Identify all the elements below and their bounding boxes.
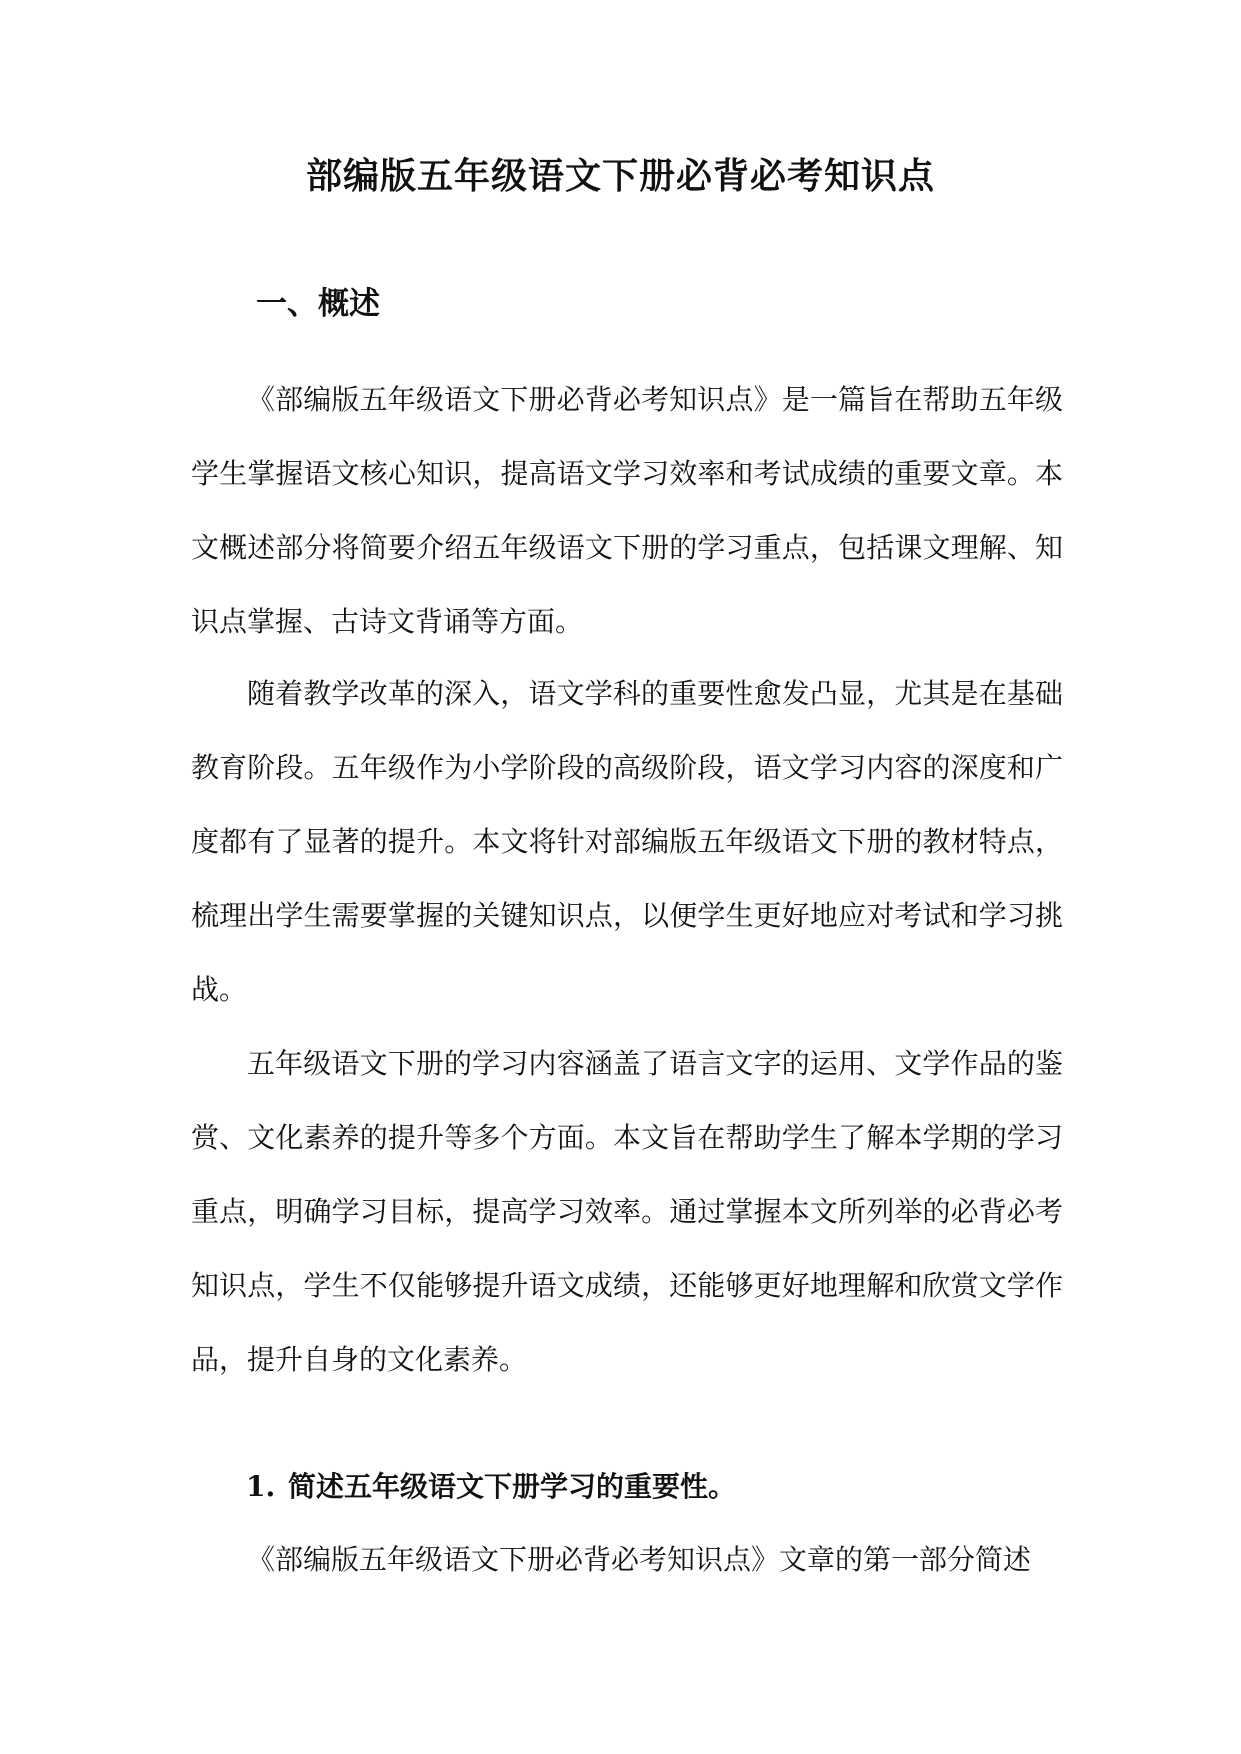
paragraph-reform: 随着教学改革的深入，语文学科的重要性愈发凸显，尤其是在基础教育阶段。五年级作为小学阶段的高级阶段，语文学习内容的深度和广度都有了显著的提升。本文将针对部编版五年级语文下册的教材特点，梳理出学生需要掌握的关键知识点，以便学生更好地应对考试和学习挑战。 xyxy=(191,677,1063,1006)
paragraph-content: 五年级语文下册的学习内容涵盖了语言文字的运用、文学作品的鉴赏、文化素养的提升等多个方面。本文旨在帮助学生了解本学期的学习重点，明确学习目标，提高学习效率。通过掌握本文所列举的必背必考知识点，学生不仅能够提升语文成绩，还能够更好地理解和欣赏文学作品，提升自身的文化素养。 xyxy=(191,1047,1063,1376)
subsection-number: 1. xyxy=(246,1470,276,1503)
document-title: 部编版五年级语文下册必背必考知识点 xyxy=(305,155,935,197)
section-heading-overview: 一、概述 xyxy=(256,286,380,322)
paragraph-intro: 《部编版五年级语文下册必背必考知识点》是一篇旨在帮助五年级学生掌握语文核心知识，提高语文学习效率和考试成绩的重要文章。本文概述部分将简要介绍五年级语文下册的学习重点，包括课文理解、知识点掌握、古诗文背诵等方面。 xyxy=(191,383,1063,638)
subsection-title: 简述五年级语文下册学习的重要性。 xyxy=(288,1470,737,1503)
subsection-heading xyxy=(246,1465,736,1509)
paragraph-subsection-start: 《部编版五年级语文下册必背必考知识点》文章的第一部分简述 xyxy=(247,1543,1032,1576)
